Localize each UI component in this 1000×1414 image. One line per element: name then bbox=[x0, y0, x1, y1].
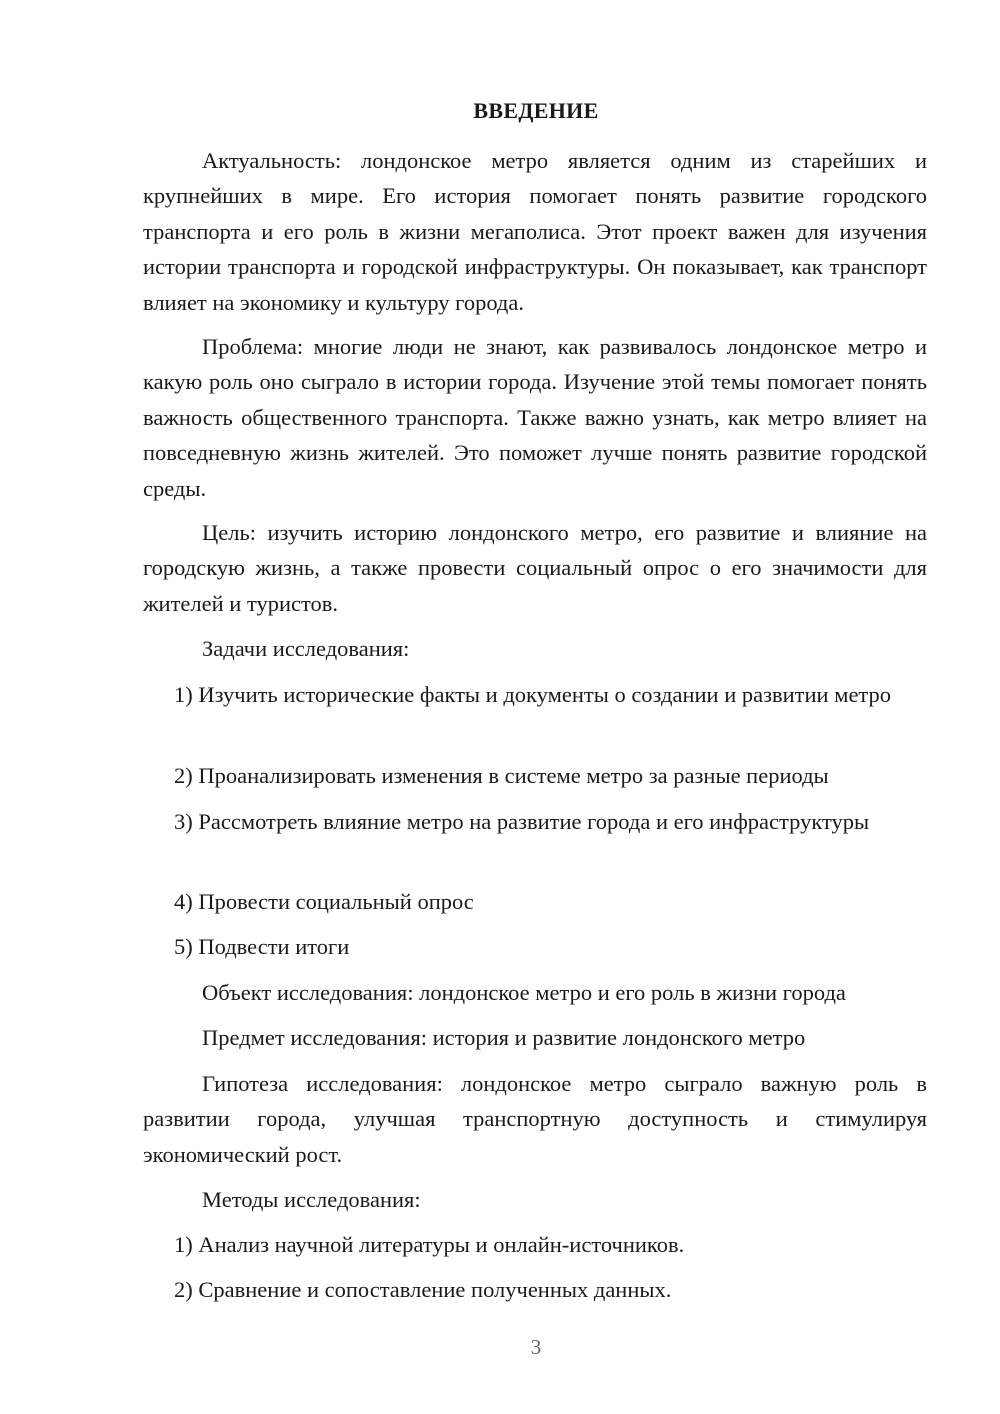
task-item-4: 4) Провести социальный опрос bbox=[174, 889, 474, 914]
task-item-2: 2) Проанализировать изменения в системе метро за разные периоды bbox=[174, 763, 829, 788]
research-object: Объект исследования: лондонское метро и его роль в жизни города bbox=[202, 980, 846, 1005]
task-item-5: 5) Подвести итоги bbox=[174, 934, 350, 959]
section-title: ВВЕДЕНИЕ bbox=[473, 98, 599, 123]
methods-heading: Методы исследования: bbox=[202, 1187, 421, 1212]
research-subject: Предмет исследования: история и развитие лондонского метро bbox=[202, 1025, 806, 1050]
tasks-heading: Задачи исследования: bbox=[202, 636, 410, 661]
hypothesis-paragraph: Гипотеза исследования: лондонское метро сыграло важную роль в развитии города, улучшая транспортную доступность и стимулируя экономический рост. bbox=[143, 1071, 927, 1167]
relevance-paragraph: Актуальность: лондонское метро является одним из старейших и крупнейших в мире. Его история помогает понять развитие городского транспорта и его роль в жизни мегаполиса. Этот проект важен для изучения истории транспорта и городской инфраструктуры. Он показывает, как транспорт влияет на экономику и культуру города. bbox=[143, 148, 927, 315]
goal-paragraph: Цель: изучить историю лондонского метро, его развитие и влияние на городскую жизнь, а также провести социальный опрос о его значимости для жителей и туристов. bbox=[143, 520, 927, 616]
method-item-1: 1) Анализ научной литературы и онлайн-источников. bbox=[174, 1232, 685, 1257]
task-item-1: 1) Изучить исторические факты и документы о создании и развитии метро bbox=[174, 682, 892, 707]
method-item-2: 2) Сравнение и сопоставление полученных данных. bbox=[174, 1277, 672, 1302]
task-item-3: 3) Рассмотреть влияние метро на развитие города и его инфраструктуры bbox=[174, 809, 870, 834]
problem-paragraph: Проблема: многие люди не знают, как развивалось лондонское метро и какую роль оно сыграло в истории города. Изучение этой темы помогает понять важность общественного транспорта. Также важно узнать, как метро влияет на повседневную жизнь жителей. Это поможет лучше понять развитие городской среды. bbox=[143, 334, 927, 501]
page-number: 3 bbox=[530, 1335, 542, 1359]
